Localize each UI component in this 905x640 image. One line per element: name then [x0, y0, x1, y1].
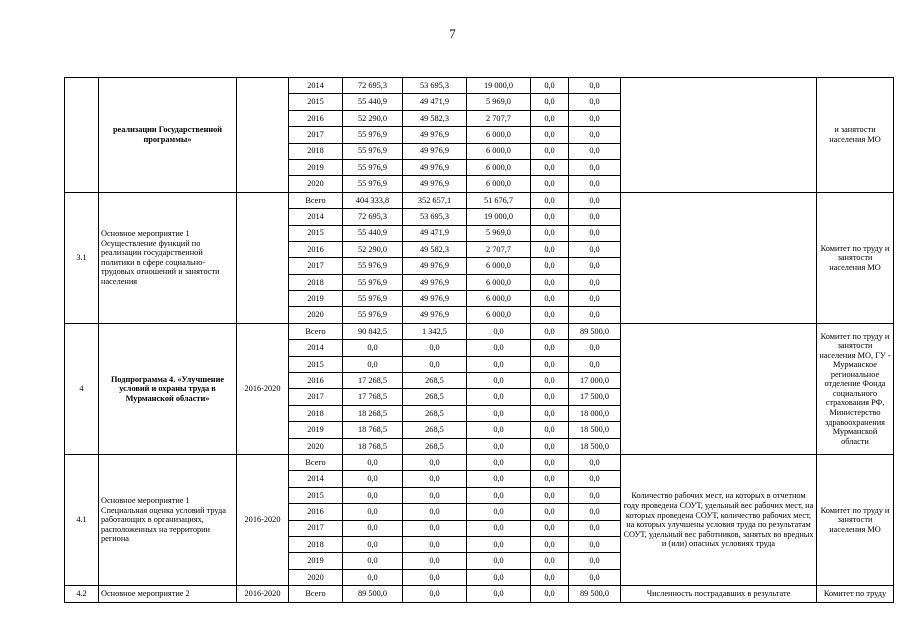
regional-budget-cell: 352 657,1 — [403, 192, 467, 208]
local-budget-cell: 0,0 — [531, 291, 569, 307]
federal-budget-cell: 0,0 — [467, 471, 531, 487]
regional-budget-cell: 49 976,9 — [403, 159, 467, 175]
federal-budget-cell: 0,0 — [467, 520, 531, 536]
federal-budget-cell: 0,0 — [467, 422, 531, 438]
extrabudget-cell: 0,0 — [569, 192, 621, 208]
regional-budget-cell: 49 471,9 — [403, 94, 467, 110]
federal-budget-cell: 6 000,0 — [467, 291, 531, 307]
extrabudget-cell: 0,0 — [569, 241, 621, 257]
year-cell: 2018 — [289, 536, 343, 552]
table-row — [65, 78, 894, 94]
total-cell: 0,0 — [343, 454, 403, 470]
section-number: 4 — [65, 323, 99, 454]
year-cell: 2020 — [289, 307, 343, 323]
section-indicator — [621, 192, 817, 323]
federal-budget-cell: 5 969,0 — [467, 94, 531, 110]
regional-budget-cell: 53 695,3 — [403, 78, 467, 94]
total-cell: 0,0 — [343, 487, 403, 503]
year-cell: Всего — [289, 323, 343, 339]
regional-budget-cell: 0,0 — [403, 487, 467, 503]
total-cell: 17 768,5 — [343, 389, 403, 405]
extrabudget-cell: 18 000,0 — [569, 405, 621, 421]
local-budget-cell: 0,0 — [531, 143, 569, 159]
total-cell: 0,0 — [343, 471, 403, 487]
extrabudget-cell: 0,0 — [569, 209, 621, 225]
section-name: Основное мероприятие 2 — [99, 586, 237, 602]
total-cell: 404 333,8 — [343, 192, 403, 208]
extrabudget-cell: 0,0 — [569, 569, 621, 585]
federal-budget-cell: 6 000,0 — [467, 258, 531, 274]
extrabudget-cell: 18 500,0 — [569, 438, 621, 454]
year-cell: 2014 — [289, 78, 343, 94]
local-budget-cell: 0,0 — [531, 569, 569, 585]
section-executor: Комитет по труду и занятости населения МО, ГУ - Мурманское региональное отделение Фонда социального страхования РФ, Министерство здравоохранения Мурманской области — [817, 323, 894, 454]
extrabudget-cell: 89 500,0 — [569, 323, 621, 339]
extrabudget-cell: 0,0 — [569, 274, 621, 290]
regional-budget-cell: 0,0 — [403, 569, 467, 585]
section-name: Основное мероприятие 1 Осуществление функций по реализации государственной политики в сфере социально-трудовых отношений и занятости населения — [99, 192, 237, 323]
local-budget-cell: 0,0 — [531, 553, 569, 569]
total-cell: 0,0 — [343, 340, 403, 356]
year-cell: 2020 — [289, 438, 343, 454]
local-budget-cell: 0,0 — [531, 520, 569, 536]
year-cell: 2016 — [289, 373, 343, 389]
regional-budget-cell: 49 976,9 — [403, 143, 467, 159]
year-cell: Всего — [289, 192, 343, 208]
extrabudget-cell: 0,0 — [569, 143, 621, 159]
year-cell: 2017 — [289, 127, 343, 143]
table-row — [65, 454, 894, 470]
total-cell: 55 976,9 — [343, 159, 403, 175]
year-cell: 2014 — [289, 471, 343, 487]
section-indicator: Численность пострадавших в результате — [621, 586, 817, 602]
extrabudget-cell: 0,0 — [569, 356, 621, 372]
total-cell: 0,0 — [343, 504, 403, 520]
year-cell: 2017 — [289, 389, 343, 405]
year-cell: 2014 — [289, 209, 343, 225]
year-cell: 2017 — [289, 520, 343, 536]
local-budget-cell: 0,0 — [531, 307, 569, 323]
regional-budget-cell: 268,5 — [403, 389, 467, 405]
local-budget-cell: 0,0 — [531, 323, 569, 339]
year-cell: Всего — [289, 586, 343, 602]
local-budget-cell: 0,0 — [531, 422, 569, 438]
local-budget-cell: 0,0 — [531, 586, 569, 602]
total-cell: 0,0 — [343, 553, 403, 569]
year-cell: 2019 — [289, 553, 343, 569]
section-name: Подпрограмма 4. «Улучшение условий и охраны труда в Мурманской области» — [99, 323, 237, 454]
total-cell: 55 440,9 — [343, 94, 403, 110]
extrabudget-cell: 0,0 — [569, 307, 621, 323]
total-cell: 17 268,5 — [343, 373, 403, 389]
year-cell: 2018 — [289, 143, 343, 159]
extrabudget-cell: 17 000,0 — [569, 373, 621, 389]
total-cell: 55 976,9 — [343, 274, 403, 290]
total-cell: 55 976,9 — [343, 127, 403, 143]
regional-budget-cell: 0,0 — [403, 471, 467, 487]
regional-budget-cell: 49 976,9 — [403, 291, 467, 307]
section-period — [237, 78, 289, 193]
year-cell: 2020 — [289, 176, 343, 192]
federal-budget-cell: 0,0 — [467, 340, 531, 356]
local-budget-cell: 0,0 — [531, 454, 569, 470]
federal-budget-cell: 51 676,7 — [467, 192, 531, 208]
regional-budget-cell: 49 976,9 — [403, 307, 467, 323]
section-executor: и занятости населения МО — [817, 78, 894, 193]
local-budget-cell: 0,0 — [531, 274, 569, 290]
regional-budget-cell: 0,0 — [403, 536, 467, 552]
local-budget-cell: 0,0 — [531, 110, 569, 126]
federal-budget-cell: 0,0 — [467, 373, 531, 389]
year-cell: Всего — [289, 454, 343, 470]
federal-budget-cell: 6 000,0 — [467, 274, 531, 290]
local-budget-cell: 0,0 — [531, 176, 569, 192]
section-executor: Комитет по труду — [817, 586, 894, 602]
section-period: 2016-2020 — [237, 454, 289, 585]
total-cell: 55 976,9 — [343, 143, 403, 159]
section-period: 2016-2020 — [237, 323, 289, 454]
federal-budget-cell: 0,0 — [467, 356, 531, 372]
regional-budget-cell: 268,5 — [403, 405, 467, 421]
regional-budget-cell: 0,0 — [403, 520, 467, 536]
total-cell: 55 976,9 — [343, 176, 403, 192]
local-budget-cell: 0,0 — [531, 389, 569, 405]
extrabudget-cell: 0,0 — [569, 110, 621, 126]
section-number — [65, 78, 99, 193]
regional-budget-cell: 0,0 — [403, 553, 467, 569]
federal-budget-cell: 5 969,0 — [467, 225, 531, 241]
total-cell: 0,0 — [343, 356, 403, 372]
federal-budget-cell: 0,0 — [467, 536, 531, 552]
regional-budget-cell: 0,0 — [403, 340, 467, 356]
regional-budget-cell: 49 976,9 — [403, 258, 467, 274]
year-cell: 2016 — [289, 110, 343, 126]
local-budget-cell: 0,0 — [531, 504, 569, 520]
total-cell: 18 768,5 — [343, 438, 403, 454]
federal-budget-cell: 0,0 — [467, 504, 531, 520]
local-budget-cell: 0,0 — [531, 340, 569, 356]
section-name: реализации Государственной программы» — [99, 78, 237, 193]
page-number: 7 — [449, 26, 456, 41]
total-cell: 72 695,3 — [343, 209, 403, 225]
local-budget-cell: 0,0 — [531, 356, 569, 372]
local-budget-cell: 0,0 — [531, 94, 569, 110]
local-budget-cell: 0,0 — [531, 373, 569, 389]
regional-budget-cell: 49 582,3 — [403, 241, 467, 257]
local-budget-cell: 0,0 — [531, 405, 569, 421]
regional-budget-cell: 268,5 — [403, 438, 467, 454]
local-budget-cell: 0,0 — [531, 258, 569, 274]
extrabudget-cell: 0,0 — [569, 504, 621, 520]
regional-budget-cell: 49 976,9 — [403, 176, 467, 192]
extrabudget-cell: 0,0 — [569, 536, 621, 552]
extrabudget-cell: 18 500,0 — [569, 422, 621, 438]
table-row — [65, 192, 894, 208]
section-number: 3.1 — [65, 192, 99, 323]
year-cell: 2019 — [289, 291, 343, 307]
regional-budget-cell: 49 582,3 — [403, 110, 467, 126]
local-budget-cell: 0,0 — [531, 192, 569, 208]
extrabudget-cell: 89 500,0 — [569, 586, 621, 602]
regional-budget-cell: 268,5 — [403, 373, 467, 389]
table-row — [65, 323, 894, 339]
regional-budget-cell: 49 976,9 — [403, 127, 467, 143]
local-budget-cell: 0,0 — [531, 487, 569, 503]
federal-budget-cell: 2 707,7 — [467, 241, 531, 257]
extrabudget-cell: 0,0 — [569, 487, 621, 503]
regional-budget-cell: 0,0 — [403, 454, 467, 470]
federal-budget-cell: 0,0 — [467, 438, 531, 454]
federal-budget-cell: 0,0 — [467, 586, 531, 602]
total-cell: 0,0 — [343, 520, 403, 536]
federal-budget-cell: 0,0 — [467, 553, 531, 569]
extrabudget-cell: 0,0 — [569, 291, 621, 307]
regional-budget-cell: 0,0 — [403, 586, 467, 602]
total-cell: 0,0 — [343, 536, 403, 552]
federal-budget-cell: 0,0 — [467, 454, 531, 470]
regional-budget-cell: 53 695,3 — [403, 209, 467, 225]
extrabudget-cell: 0,0 — [569, 176, 621, 192]
total-cell: 18 268,5 — [343, 405, 403, 421]
total-cell: 90 842,5 — [343, 323, 403, 339]
table-row — [65, 586, 894, 602]
federal-budget-cell: 6 000,0 — [467, 127, 531, 143]
year-cell: 2016 — [289, 241, 343, 257]
extrabudget-cell: 0,0 — [569, 258, 621, 274]
total-cell: 55 976,9 — [343, 307, 403, 323]
local-budget-cell: 0,0 — [531, 471, 569, 487]
local-budget-cell: 0,0 — [531, 225, 569, 241]
federal-budget-cell: 0,0 — [467, 405, 531, 421]
federal-budget-cell: 6 000,0 — [467, 176, 531, 192]
federal-budget-cell: 6 000,0 — [467, 159, 531, 175]
total-cell: 55 440,9 — [343, 225, 403, 241]
regional-budget-cell: 0,0 — [403, 356, 467, 372]
local-budget-cell: 0,0 — [531, 159, 569, 175]
year-cell: 2017 — [289, 258, 343, 274]
extrabudget-cell: 0,0 — [569, 159, 621, 175]
regional-budget-cell: 1 342,5 — [403, 323, 467, 339]
section-number: 4.2 — [65, 586, 99, 602]
local-budget-cell: 0,0 — [531, 438, 569, 454]
federal-budget-cell: 0,0 — [467, 389, 531, 405]
year-cell: 2016 — [289, 504, 343, 520]
total-cell: 52 290,0 — [343, 241, 403, 257]
local-budget-cell: 0,0 — [531, 536, 569, 552]
extrabudget-cell: 0,0 — [569, 553, 621, 569]
total-cell: 18 768,5 — [343, 422, 403, 438]
federal-budget-cell: 0,0 — [467, 323, 531, 339]
extrabudget-cell: 0,0 — [569, 225, 621, 241]
local-budget-cell: 0,0 — [531, 78, 569, 94]
federal-budget-cell: 0,0 — [467, 569, 531, 585]
extrabudget-cell: 0,0 — [569, 454, 621, 470]
total-cell: 89 500,0 — [343, 586, 403, 602]
program-table — [64, 77, 894, 603]
section-number: 4.1 — [65, 454, 99, 585]
table-body — [65, 78, 894, 603]
extrabudget-cell: 0,0 — [569, 94, 621, 110]
year-cell: 2015 — [289, 487, 343, 503]
federal-budget-cell: 2 707,7 — [467, 110, 531, 126]
regional-budget-cell: 49 976,9 — [403, 274, 467, 290]
federal-budget-cell: 6 000,0 — [467, 307, 531, 323]
section-executor: Комитет по труду и занятости населения МО — [817, 192, 894, 323]
year-cell: 2015 — [289, 225, 343, 241]
extrabudget-cell: 0,0 — [569, 127, 621, 143]
local-budget-cell: 0,0 — [531, 241, 569, 257]
regional-budget-cell: 0,0 — [403, 504, 467, 520]
year-cell: 2014 — [289, 340, 343, 356]
year-cell: 2015 — [289, 94, 343, 110]
regional-budget-cell: 49 471,9 — [403, 225, 467, 241]
total-cell: 0,0 — [343, 569, 403, 585]
year-cell: 2018 — [289, 274, 343, 290]
year-cell: 2019 — [289, 422, 343, 438]
section-indicator — [621, 78, 817, 193]
total-cell: 55 976,9 — [343, 291, 403, 307]
total-cell: 55 976,9 — [343, 258, 403, 274]
extrabudget-cell: 0,0 — [569, 520, 621, 536]
section-indicator — [621, 323, 817, 454]
year-cell: 2020 — [289, 569, 343, 585]
federal-budget-cell: 19 000,0 — [467, 209, 531, 225]
local-budget-cell: 0,0 — [531, 209, 569, 225]
local-budget-cell: 0,0 — [531, 127, 569, 143]
total-cell: 72 695,3 — [343, 78, 403, 94]
section-period — [237, 192, 289, 323]
total-cell: 52 290,0 — [343, 110, 403, 126]
year-cell: 2015 — [289, 356, 343, 372]
federal-budget-cell: 19 000,0 — [467, 78, 531, 94]
federal-budget-cell: 0,0 — [467, 487, 531, 503]
extrabudget-cell: 17 500,0 — [569, 389, 621, 405]
section-executor: Комитет по труду и занятости населения МО — [817, 454, 894, 585]
section-indicator: Количество рабочих мест, на которых в отчетном году проведена СОУТ, удельный вес рабочих мест, на которых проведена СОУТ, количество рабочих мест, на которых улучшены условия труда по результатам СОУТ, удельный вес работников, занятых во вредных и (или) опасных условиях труда — [621, 454, 817, 585]
extrabudget-cell: 0,0 — [569, 340, 621, 356]
section-name: Основное мероприятие 1 Специальная оценка условий труда работающих в организациях, расположенных на территории региона — [99, 454, 237, 585]
section-period: 2016-2020 — [237, 586, 289, 602]
extrabudget-cell: 0,0 — [569, 471, 621, 487]
year-cell: 2018 — [289, 405, 343, 421]
extrabudget-cell: 0,0 — [569, 78, 621, 94]
year-cell: 2019 — [289, 159, 343, 175]
regional-budget-cell: 268,5 — [403, 422, 467, 438]
federal-budget-cell: 6 000,0 — [467, 143, 531, 159]
